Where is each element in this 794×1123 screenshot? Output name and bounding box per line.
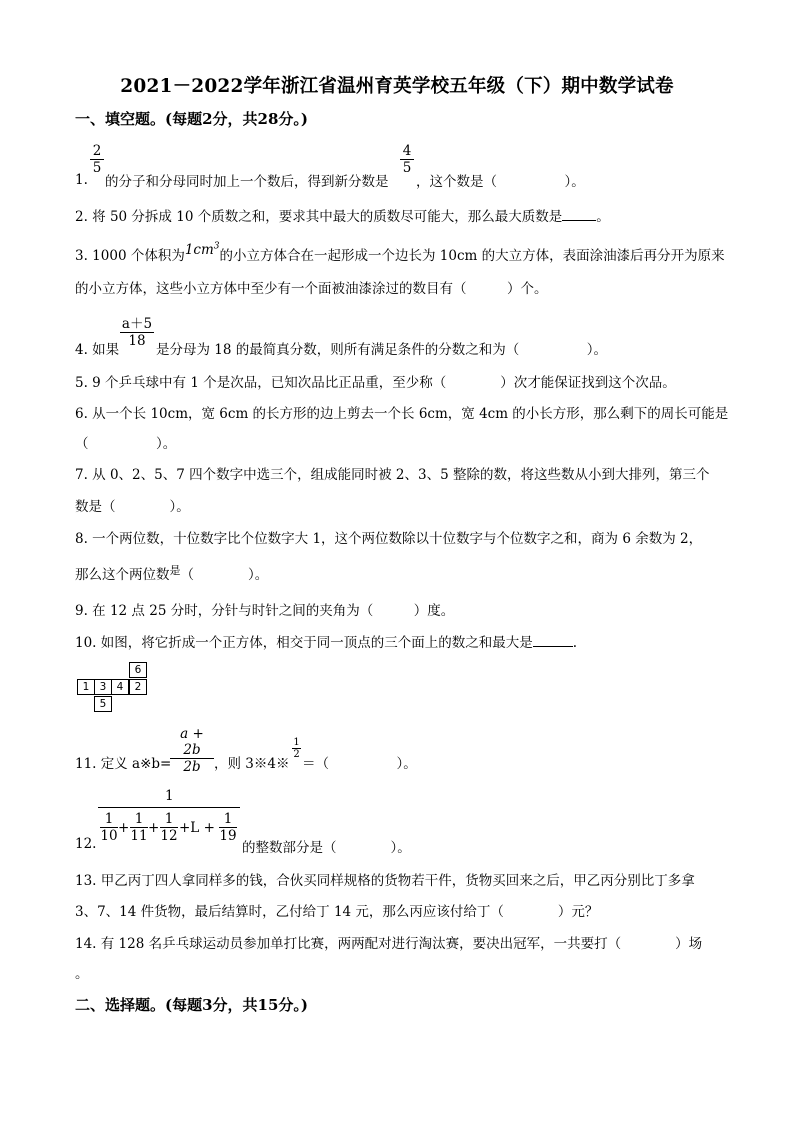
question-10 (75, 631, 577, 651)
question-1-fraction-b: 4 5 (400, 143, 414, 176)
question-12-term: 1 19 (219, 811, 237, 844)
cube-face: 5 (94, 696, 112, 712)
question-3-line-1 (75, 241, 725, 264)
answer-blank (562, 210, 596, 221)
question-12-operator: + (118, 820, 130, 836)
question-11-number: 11. 定义 a※b= (75, 756, 172, 772)
question-8-superscript: 是 (169, 564, 181, 577)
question-6-line-2: （ ）。 (75, 436, 177, 452)
question-12-term: 1 11 (130, 811, 148, 844)
volume-unit (185, 242, 220, 258)
question-3-text-a: 3. 1000 个体积为 (75, 248, 185, 264)
section-2-heading: 二、选择题。(每题3分，共15分。) (75, 996, 309, 1014)
question-11-half: 1 2 (293, 737, 300, 760)
exam-title: 2021－2022学年浙江省温州育英学校五年级（下）期中数学试卷 (120, 76, 674, 97)
question-1-number: 1. (75, 172, 88, 188)
question-12-main-fraction-bar (98, 807, 240, 808)
cube-face: 4 (111, 679, 129, 695)
question-12-term: 1 12 (160, 811, 178, 844)
question-1-text-a: 的分子和分母同时加上一个数后，得到新分数是 (105, 174, 389, 190)
question-8-text-b: （ ）。 (180, 567, 269, 583)
question-12-text: 的整数部分是（ ）。 (242, 840, 411, 856)
question-8-text-a: 那么这个两位数 (75, 567, 170, 583)
question-2-text: 2. 将 50 分拆成 10 个质数之和，要求其中最大的质数尽可能大，那么最大质数是 (75, 209, 563, 225)
question-5: 5. 9 个乒乓球中有 1 个是次品，已知次品比正品重，至少称（ ）次才能保证找到这个次品。 (75, 375, 676, 391)
question-13-line-2: 3、7、14 件货物，最后结算时，乙付给丁 14 元，那么丙应该付给丁（ ）元？ (75, 904, 599, 920)
question-14-line-2: 。 (75, 966, 89, 982)
question-12-term: 1 10 (100, 811, 118, 844)
question-12-big-numerator: 1 (165, 788, 174, 804)
question-7-line-1: 7. 从 0、2、5、7 四个数字中选三个，组成能同时被 2、3、5 整除的数，将这些数从小到大排列，第三个 (75, 467, 710, 483)
question-8-line-2 (75, 563, 268, 583)
question-10-text: 10. 如图，将它折成一个正方体，相交于同一顶点的三个面上的数之和最大是 (75, 635, 533, 651)
question-13-line-1: 13. 甲乙丙丁四人拿同样多的钱，合伙买同样规格的货物若干件，货物买回来之后，甲乙丙分别比丁多拿 (75, 873, 695, 889)
section-1-heading: 一、填空题。(每题2分，共28分。) (75, 110, 309, 128)
question-11-fraction: a + 2b 2b (170, 726, 214, 775)
question-11-text-a: ，则 3※4※ (214, 756, 290, 772)
question-6-line-1: 6. 从一个长 10cm，宽 6cm 的长方形的边上剪去一个长 6cm，宽 4cm 的小长方形，那么剩下的周长可能是 (75, 406, 729, 422)
question-8-line-1: 8. 一个两位数，十位数字比个位数字大 1，这个两位数除以十位数字与个位数字之和，商为 6 余数为 2， (75, 531, 703, 547)
question-12-operator: + (148, 820, 160, 836)
question-9: 9. 在 12 点 25 分时，分针与时针之间的夹角为（ ）度。 (75, 603, 455, 619)
question-3-line-2: 的小立方体，这些小立方体中至少有一个面被油漆涂过的数目有（ ）个。 (75, 281, 548, 297)
cube-face: 2 (129, 679, 147, 695)
question-14-line-1: 14. 有 128 名乒乓球运动员参加单打比赛，两两配对进行淘汰赛，要决出冠军，一共要打（ ）场 (75, 936, 703, 952)
question-4-text: 是分母为 18 的最简真分数，则所有满足条件的分数之和为（ ）。 (156, 342, 608, 358)
question-12-number: 12. (75, 836, 97, 852)
answer-blank (533, 636, 573, 647)
question-12-operator: +L + (179, 820, 215, 836)
cube-face: 3 (94, 679, 112, 695)
question-3-text-b: 的小立方体合在一起形成一个边长为 10cm 的大立方体，表面涂油漆后再分开为原来 (219, 248, 725, 264)
cube-face: 1 (77, 679, 95, 695)
question-1-text-b: ，这个数是（ ）。 (416, 174, 585, 190)
question-1-fraction-a: 2 5 (90, 143, 104, 176)
question-2-end: 。 (596, 209, 610, 225)
question-2 (75, 205, 610, 225)
question-10-end: . (572, 635, 578, 651)
question-4-number: 4. 如果 (75, 342, 120, 358)
question-11-text-b: ＝（ ）。 (302, 756, 417, 772)
volume-unit-exponent: 3 (213, 241, 220, 252)
question-4-fraction: a＋5 18 (121, 316, 153, 349)
cube-face: 6 (129, 662, 147, 678)
volume-unit-base: 1cm (184, 242, 214, 258)
question-7-line-2: 数是（ ）。 (75, 499, 190, 515)
